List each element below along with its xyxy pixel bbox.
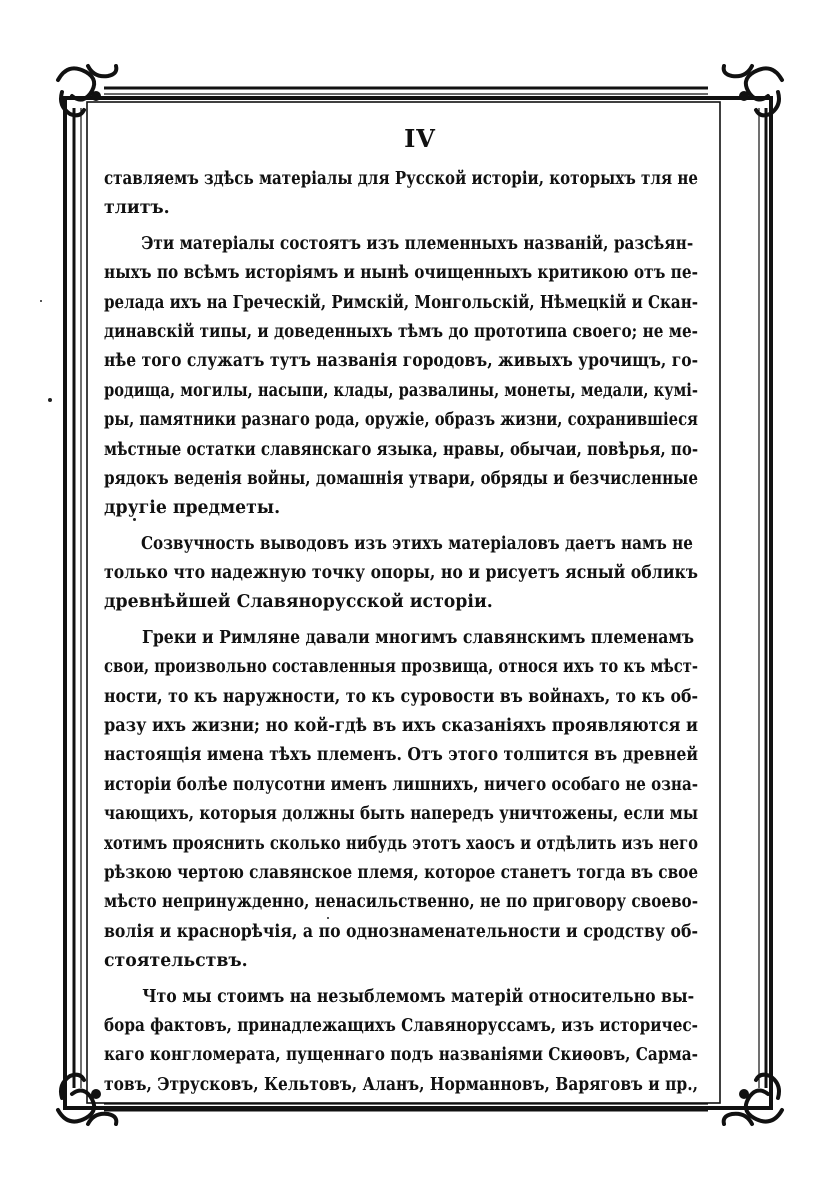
- text-line: ставляемъ здѣсь матеріалы для Русской исторіи, которыхъ тля не: [104, 169, 699, 189]
- text-line: другіе предметы.: [104, 498, 281, 519]
- text-line: мѣстные остатки славянскаго языка, нравы, обычаи, повѣрья, по-: [104, 439, 699, 460]
- text-line: древнѣйшей Славянорусской исторіи.: [104, 592, 493, 613]
- text-line: Эти матеріалы состоятъ изъ племенныхъ названій, разсѣян-: [141, 233, 694, 254]
- paragraph: [104, 624, 698, 977]
- text-line: настоящія имена тѣхъ племенъ. Отъ этого толпится въ древней: [104, 745, 699, 766]
- text-line: разу ихъ жизни; но кой-гдѣ въ ихъ сказаніяхъ проявляются и: [104, 716, 699, 737]
- text-line: стоятельствъ.: [104, 951, 248, 972]
- text-line: мѣсто непринужденно, ненасильственно, не по приговору своево-: [104, 892, 699, 913]
- paragraph: [104, 983, 698, 1101]
- text-line: товъ, Этрусковъ, Кельтовъ, Аланъ, Норманновъ, Варяговъ и пр.,: [104, 1074, 698, 1095]
- print-speck: [133, 518, 136, 521]
- paragraph: [104, 530, 698, 618]
- page-number: IV: [404, 124, 436, 153]
- text-line: Греки и Римляне давали многимъ славянскимъ племенамъ: [142, 627, 695, 648]
- text-line: родища, могилы, насыпи, клады, развалины, монеты, медали, кумі-: [104, 380, 698, 401]
- text-line: ности, то къ наружности, то къ суровости въ войнахъ, то къ об-: [104, 686, 699, 707]
- print-speck: [327, 917, 329, 919]
- text-line: тлитъ.: [104, 198, 170, 219]
- text-line: хотимъ прояснить сколько нибудь этотъ хаосъ и отдѣлить изъ него: [104, 833, 698, 854]
- text-line: только что надежную точку опоры, но и рисуетъ ясный обликъ: [104, 563, 698, 584]
- text-line: бора фактовъ, принадлежащихъ Славянорусcамъ, изъ историчес-: [104, 1015, 698, 1036]
- paragraph: [104, 165, 698, 224]
- text-line: нѣе того служатъ тутъ названія городовъ, живыхъ урочищъ, го-: [104, 351, 699, 372]
- corner-ornament-top-right: [724, 66, 782, 115]
- text-line: релада ихъ на Греческій, Римскій, Монгольскій, Нѣмецкій и Скан-: [104, 292, 698, 313]
- text-line: ныхъ по всѣмъ исторіямъ и нынѣ очищенныхъ критикою отъ пе-: [104, 263, 699, 284]
- paragraph: [104, 230, 698, 524]
- text-line: ры, памятники разнаго рода, оружіе, образъ жизни, сохранившіеся: [104, 410, 698, 431]
- text-line: чающихъ, которыя должны быть напередъ уничтожены, если мы: [104, 804, 699, 825]
- corner-ornament-bottom-right: [724, 1075, 782, 1124]
- body-text: [104, 165, 698, 1100]
- text-line: динавскій типы, и доведенныхъ тѣмъ до прототипа своего; не ме-: [104, 321, 698, 342]
- text-line: свои, произвольно составленныя прозвища, относя ихъ то къ мѣст-: [104, 657, 698, 678]
- text-line: Что мы стоимъ на незыблемомъ матерій относительно вы-: [142, 986, 695, 1007]
- text-line: исторіи болѣе полусотни именъ лишнихъ, ничего особаго не озна-: [104, 774, 698, 795]
- print-speck: [48, 398, 52, 402]
- print-speck: [40, 300, 42, 302]
- text-line: волія и краснорѣчія, а по однознаменательности и сродству об-: [104, 921, 698, 942]
- text-line: рѣзкою чертою славянское племя, которое станетъ тогда въ свое: [104, 862, 698, 883]
- text-line: рядокъ веденія войны, домашнія утвари, обряды и безчисленные: [104, 468, 699, 489]
- text-line: Созвучность выводовъ изъ этихъ матеріаловъ даетъ намъ не: [140, 533, 693, 554]
- text-line: каго конгломерата, пущеннаго подъ названіями Скиѳовъ, Сарма-: [104, 1045, 698, 1066]
